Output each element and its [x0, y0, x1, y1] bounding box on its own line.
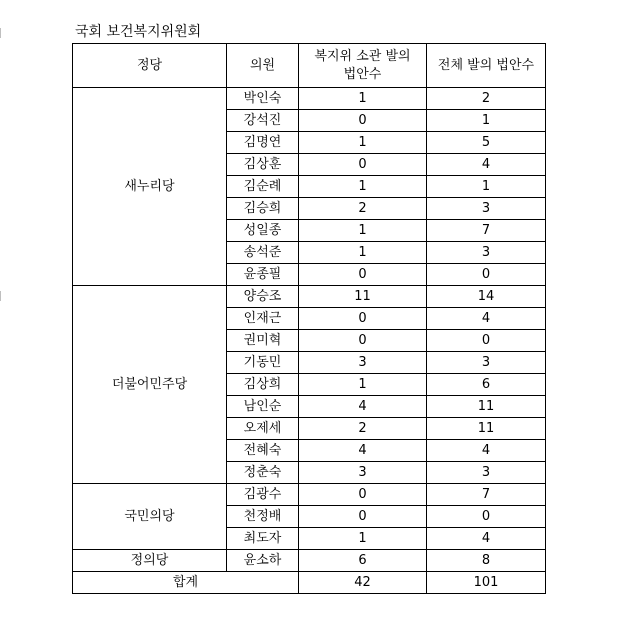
member-name-cell: 김명연	[227, 132, 299, 154]
header-committee-bills-line1: 복지위 소관 발의	[314, 48, 411, 64]
committee-bills-cell: 2	[299, 418, 427, 440]
member-name-cell: 권미혁	[227, 330, 299, 352]
committee-bills-cell: 1	[299, 176, 427, 198]
member-name-cell: 김순례	[227, 176, 299, 198]
total-bills-cell: 0	[427, 330, 546, 352]
total-bills-cell: 4	[427, 528, 546, 550]
header-committee-bills	[299, 44, 427, 88]
committee-bills-cell: 0	[299, 308, 427, 330]
member-name-cell: 윤소하	[227, 550, 299, 572]
committee-bills-cell: 1	[299, 132, 427, 154]
committee-bills-cell: 1	[299, 220, 427, 242]
total-bills-cell: 4	[427, 308, 546, 330]
table-row	[73, 286, 546, 308]
total-bills-cell: 5	[427, 132, 546, 154]
edge-mark-middle	[0, 291, 1, 301]
member-name-cell: 오제세	[227, 418, 299, 440]
header-party: 정당	[73, 44, 227, 88]
total-bills-cell: 3	[427, 462, 546, 484]
committee-bills-cell: 0	[299, 110, 427, 132]
bills-table	[72, 43, 546, 594]
member-name-cell: 전혜숙	[227, 440, 299, 462]
header-total-bills: 전체 발의 법안수	[427, 44, 546, 88]
total-bills-cell: 3	[427, 352, 546, 374]
total-bills-cell: 2	[427, 88, 546, 110]
totals-total-bills: 101	[427, 572, 546, 594]
member-name-cell: 정춘숙	[227, 462, 299, 484]
committee-bills-cell: 1	[299, 88, 427, 110]
totals-label: 합계	[73, 572, 299, 594]
table-row	[73, 88, 546, 110]
member-name-cell: 강석진	[227, 110, 299, 132]
member-name-cell: 송석준	[227, 242, 299, 264]
table-caption: 국회 보건복지위원회	[75, 24, 202, 40]
totals-row	[73, 572, 546, 594]
committee-bills-cell: 3	[299, 462, 427, 484]
committee-bills-cell: 1	[299, 528, 427, 550]
total-bills-cell: 4	[427, 154, 546, 176]
total-bills-cell: 0	[427, 506, 546, 528]
party-name-cell: 더불어민주당	[73, 286, 227, 484]
committee-bills-cell: 0	[299, 506, 427, 528]
member-name-cell: 김광수	[227, 484, 299, 506]
total-bills-cell: 3	[427, 198, 546, 220]
table-row	[73, 484, 546, 506]
total-bills-cell: 7	[427, 484, 546, 506]
member-name-cell: 양승조	[227, 286, 299, 308]
committee-bills-cell: 0	[299, 330, 427, 352]
committee-bills-cell: 0	[299, 154, 427, 176]
total-bills-cell: 0	[427, 264, 546, 286]
total-bills-cell: 11	[427, 418, 546, 440]
committee-bills-cell: 6	[299, 550, 427, 572]
total-bills-cell: 3	[427, 242, 546, 264]
member-name-cell: 성일종	[227, 220, 299, 242]
header-row	[73, 44, 546, 88]
total-bills-cell: 6	[427, 374, 546, 396]
party-name-cell: 정의당	[73, 550, 227, 572]
member-name-cell: 김상희	[227, 374, 299, 396]
member-name-cell: 김상훈	[227, 154, 299, 176]
member-name-cell: 천정배	[227, 506, 299, 528]
member-name-cell: 최도자	[227, 528, 299, 550]
committee-bills-cell: 4	[299, 396, 427, 418]
total-bills-cell: 8	[427, 550, 546, 572]
committee-bills-cell: 4	[299, 440, 427, 462]
committee-bills-cell: 2	[299, 198, 427, 220]
header-member: 의원	[227, 44, 299, 88]
edge-mark-top	[0, 28, 1, 38]
totals-committee-bills: 42	[299, 572, 427, 594]
total-bills-cell: 1	[427, 176, 546, 198]
party-name-cell: 국민의당	[73, 484, 227, 550]
member-name-cell: 박인숙	[227, 88, 299, 110]
member-name-cell: 인재근	[227, 308, 299, 330]
table-row	[73, 550, 546, 572]
header-committee-bills-line2: 법안수	[343, 66, 382, 82]
member-name-cell: 윤종필	[227, 264, 299, 286]
total-bills-cell: 14	[427, 286, 546, 308]
total-bills-cell: 11	[427, 396, 546, 418]
member-name-cell: 김승희	[227, 198, 299, 220]
committee-bills-cell: 1	[299, 374, 427, 396]
member-name-cell: 기동민	[227, 352, 299, 374]
party-name-cell: 새누리당	[73, 88, 227, 286]
committee-bills-cell: 1	[299, 242, 427, 264]
total-bills-cell: 7	[427, 220, 546, 242]
member-name-cell: 남인순	[227, 396, 299, 418]
table-body	[73, 88, 546, 572]
committee-bills-cell: 0	[299, 484, 427, 506]
committee-bills-cell: 3	[299, 352, 427, 374]
committee-bills-cell: 11	[299, 286, 427, 308]
total-bills-cell: 1	[427, 110, 546, 132]
committee-bills-cell: 0	[299, 264, 427, 286]
total-bills-cell: 4	[427, 440, 546, 462]
